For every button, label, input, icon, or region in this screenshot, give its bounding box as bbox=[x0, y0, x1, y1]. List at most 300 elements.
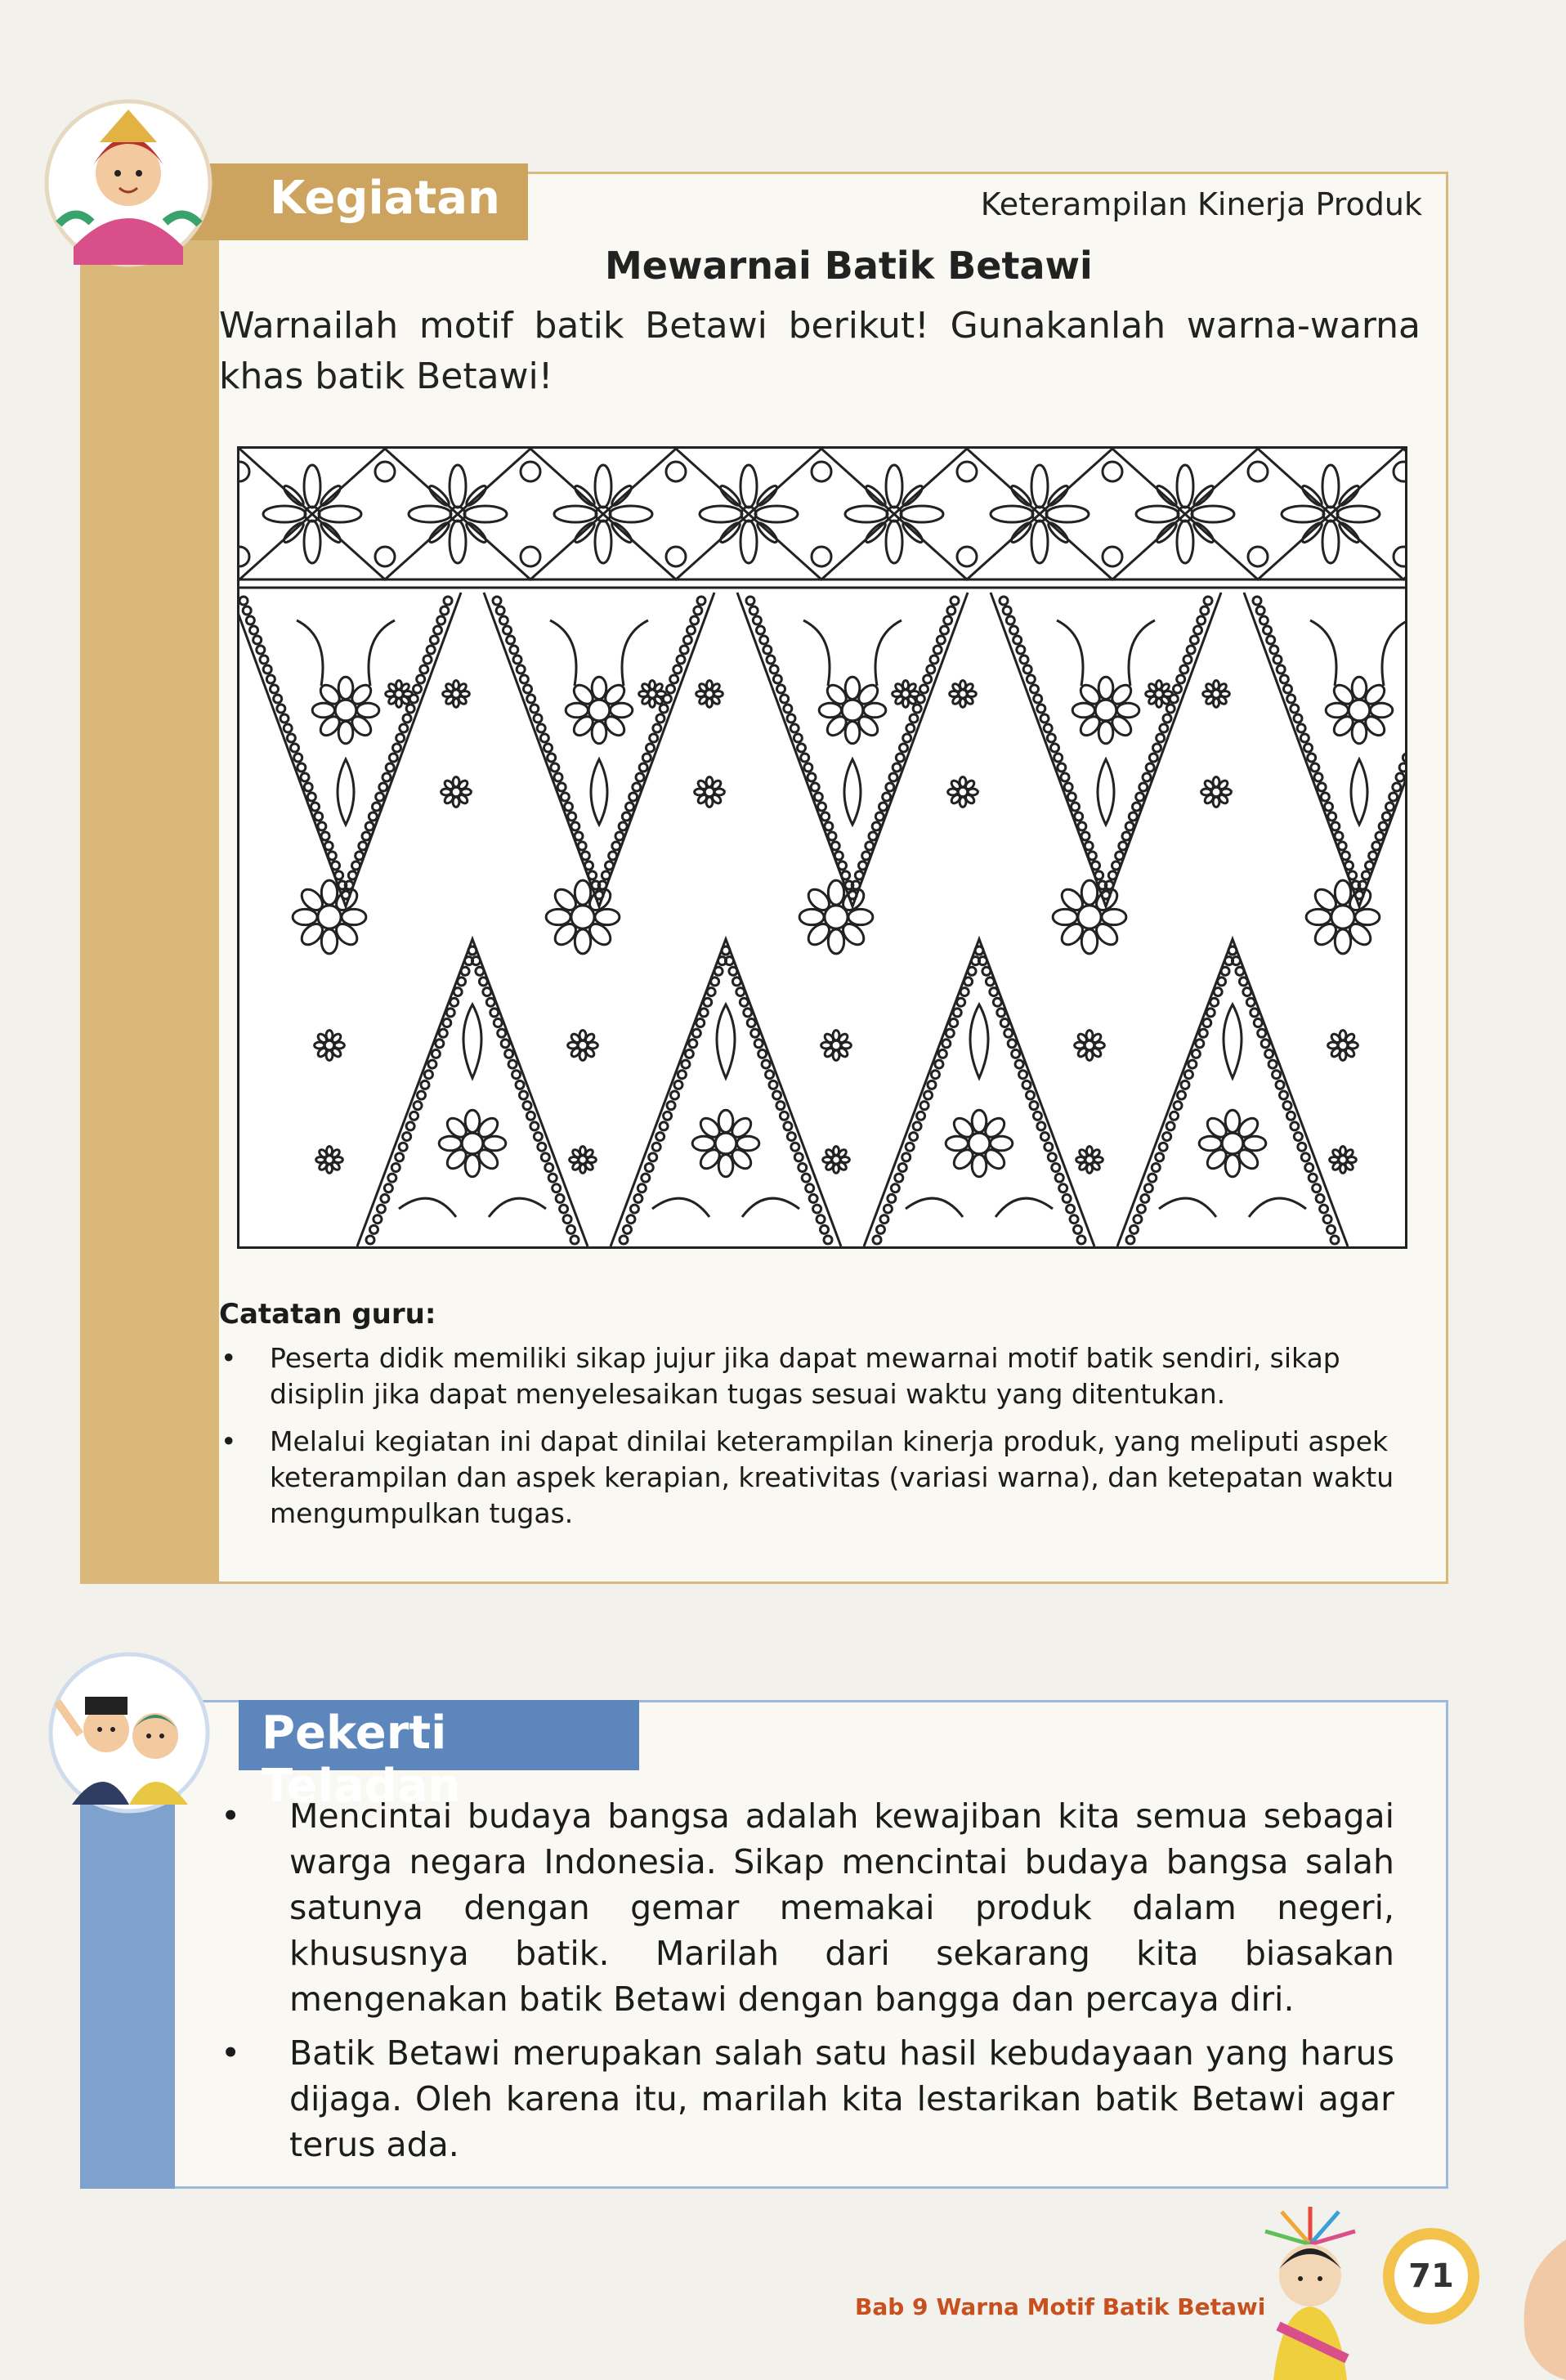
batik-line bbox=[239, 593, 461, 906]
batik-line bbox=[1297, 724, 1305, 732]
batik-line bbox=[389, 754, 397, 762]
batik-line bbox=[811, 783, 819, 791]
batik-line bbox=[321, 929, 337, 954]
batik-line bbox=[639, 763, 647, 772]
batik-line bbox=[1139, 783, 1148, 791]
batik-line bbox=[524, 685, 532, 693]
batik-line bbox=[463, 1004, 481, 1078]
batik-line bbox=[1008, 1040, 1016, 1048]
batik-line bbox=[1190, 636, 1198, 644]
batik-line bbox=[910, 714, 918, 722]
batik-line bbox=[335, 871, 343, 879]
batik-line bbox=[1328, 812, 1336, 821]
batik-line bbox=[647, 744, 655, 752]
batik-line bbox=[1134, 1215, 1142, 1224]
batik-line bbox=[553, 1184, 561, 1192]
batik-line bbox=[1031, 685, 1039, 693]
batik-line bbox=[424, 1071, 432, 1079]
batik-line bbox=[1130, 1225, 1138, 1233]
batik-line bbox=[1116, 852, 1124, 860]
batik-line bbox=[1067, 793, 1076, 801]
batik-line bbox=[685, 1049, 693, 1058]
batik-line bbox=[263, 665, 271, 673]
batik-line bbox=[1148, 1174, 1157, 1182]
batik-line bbox=[1355, 909, 1380, 924]
batik-line bbox=[1129, 620, 1155, 686]
batik-line bbox=[1318, 783, 1326, 791]
batik-line bbox=[1261, 1040, 1269, 1048]
batik-line bbox=[1103, 462, 1122, 481]
batik-line bbox=[427, 521, 452, 545]
batik-line bbox=[534, 1133, 542, 1141]
batik-line bbox=[1310, 620, 1336, 686]
batik-line bbox=[711, 978, 719, 986]
batik-line bbox=[406, 1122, 414, 1130]
batik-line bbox=[1251, 1009, 1259, 1017]
batik-line bbox=[875, 620, 902, 686]
batik-line bbox=[831, 842, 839, 850]
batik-line bbox=[1201, 606, 1209, 615]
batik-line bbox=[465, 1110, 480, 1132]
batik-line bbox=[479, 978, 487, 986]
batik-line bbox=[563, 1215, 571, 1224]
batik-line bbox=[612, 842, 620, 850]
batik-line bbox=[749, 606, 758, 615]
batik-line bbox=[636, 773, 644, 781]
batik-line bbox=[1163, 714, 1171, 722]
batik-line bbox=[798, 744, 806, 752]
batik-line bbox=[611, 939, 841, 1246]
batik-line bbox=[930, 655, 938, 664]
batik-line bbox=[530, 705, 539, 713]
batik-line bbox=[523, 1102, 531, 1110]
batik-line bbox=[626, 803, 634, 811]
batik-line bbox=[937, 636, 945, 644]
batik-line bbox=[432, 1049, 440, 1058]
batik-line bbox=[817, 1215, 825, 1224]
batik-line bbox=[791, 1143, 799, 1151]
batik-line bbox=[864, 521, 888, 545]
batik-line bbox=[1126, 1236, 1134, 1244]
batik-line bbox=[769, 1080, 777, 1089]
batik-line bbox=[1321, 793, 1329, 801]
batik-line bbox=[1260, 616, 1268, 624]
batik-line bbox=[671, 1091, 679, 1099]
batik-line bbox=[1034, 695, 1042, 703]
batik-line bbox=[503, 626, 512, 634]
batik-line bbox=[812, 547, 831, 566]
batik-line bbox=[691, 616, 699, 624]
batik-line bbox=[441, 606, 449, 615]
batik-line bbox=[1341, 852, 1349, 860]
batik-line bbox=[944, 616, 952, 624]
batik-line bbox=[1264, 626, 1272, 634]
batik-line bbox=[1152, 1164, 1160, 1172]
batik-line bbox=[1019, 1071, 1027, 1079]
batik-line bbox=[1314, 773, 1322, 781]
batik-line bbox=[770, 665, 778, 673]
batik-line bbox=[1369, 852, 1377, 860]
batik-line bbox=[972, 1155, 987, 1177]
batik-line bbox=[1244, 1136, 1266, 1151]
batik-line bbox=[257, 646, 265, 654]
batik-line bbox=[328, 852, 336, 860]
batik-line bbox=[845, 506, 888, 522]
batik-line bbox=[787, 714, 795, 722]
batik-line bbox=[1323, 1215, 1331, 1224]
batik-line bbox=[409, 506, 451, 522]
batik-line bbox=[928, 1080, 936, 1089]
batik-line bbox=[1256, 606, 1264, 615]
batik-line bbox=[664, 1112, 672, 1120]
batik-line bbox=[767, 655, 775, 664]
batik-line bbox=[374, 1215, 382, 1224]
batik-line bbox=[1180, 665, 1188, 673]
batik-line bbox=[1239, 978, 1247, 986]
batik-line bbox=[476, 967, 484, 975]
batik-line bbox=[1078, 822, 1086, 830]
batik-line bbox=[1092, 861, 1100, 870]
batik-line bbox=[875, 812, 884, 821]
batik-line bbox=[1248, 547, 1268, 566]
pekerti-tab bbox=[239, 1700, 639, 1813]
batik-line bbox=[1349, 871, 1357, 879]
batik-line bbox=[1301, 1153, 1309, 1161]
batik-line bbox=[1187, 646, 1195, 654]
teacher-note-item: • Melalui kegiatan ini dapat dinilai keterampilan kinerja produk, yang meliputi aspek keterampilan dan aspek kerapian, kreativitas (variasi warna), dan ketepatan waktu mengumpulkan tugas. bbox=[219, 1424, 1396, 1532]
batik-line bbox=[379, 783, 387, 791]
batik-line bbox=[352, 861, 360, 870]
batik-line bbox=[718, 1110, 733, 1132]
batik-line bbox=[813, 1205, 821, 1213]
batik-line bbox=[428, 1060, 436, 1068]
batik-line bbox=[434, 626, 442, 634]
batik-line bbox=[581, 852, 589, 860]
batik-line bbox=[1144, 1184, 1152, 1192]
batik-line bbox=[950, 1019, 958, 1027]
batik-line bbox=[609, 852, 617, 860]
batik-line bbox=[400, 724, 408, 732]
batik-line bbox=[1335, 929, 1350, 954]
batik-line bbox=[1300, 484, 1325, 508]
batik-line bbox=[1006, 616, 1014, 624]
page-number: 71 bbox=[1394, 2239, 1468, 2313]
batik-line bbox=[1273, 655, 1282, 664]
batik-line bbox=[414, 685, 422, 693]
batik-line bbox=[938, 1049, 946, 1058]
batik-line bbox=[610, 506, 652, 522]
batik-line bbox=[824, 1236, 832, 1244]
batik-line bbox=[1194, 626, 1202, 634]
batik-line bbox=[906, 1143, 914, 1151]
batik-line bbox=[652, 1143, 660, 1151]
batik-line bbox=[1155, 484, 1179, 508]
batik-line bbox=[512, 1071, 521, 1079]
batik-line bbox=[642, 1174, 650, 1182]
batik-line bbox=[1009, 521, 1034, 545]
batik-line bbox=[585, 861, 593, 870]
batik-coloring-pattern bbox=[237, 446, 1407, 1249]
batik-line bbox=[780, 1112, 788, 1120]
batik-line bbox=[754, 1040, 763, 1048]
batik-line bbox=[282, 484, 306, 508]
batik-line bbox=[554, 506, 597, 522]
batik-line bbox=[794, 734, 802, 742]
batik-line bbox=[1244, 593, 1405, 906]
batik-line bbox=[1174, 1102, 1182, 1110]
batik-line bbox=[1047, 734, 1055, 742]
batik-line bbox=[260, 655, 268, 664]
batik-line bbox=[568, 812, 576, 821]
batik-line bbox=[666, 547, 686, 566]
batik-line bbox=[517, 665, 525, 673]
batik-line bbox=[879, 803, 888, 811]
batik-line bbox=[697, 597, 705, 605]
batik-line bbox=[740, 521, 757, 563]
batik-line bbox=[410, 1112, 418, 1120]
batik-line bbox=[427, 646, 435, 654]
batik-line bbox=[496, 606, 504, 615]
batik-line bbox=[790, 724, 799, 732]
batik-line bbox=[592, 677, 606, 699]
batik-line bbox=[942, 1040, 951, 1048]
batik-line bbox=[1105, 881, 1113, 889]
batik-line bbox=[338, 759, 354, 825]
batik-line bbox=[653, 724, 661, 732]
batik-line bbox=[297, 620, 323, 686]
batik-line bbox=[403, 1133, 411, 1141]
batik-line bbox=[1389, 793, 1398, 801]
batik-line bbox=[1163, 1133, 1171, 1141]
batik-line bbox=[1196, 1040, 1204, 1048]
batik-line bbox=[901, 506, 943, 522]
batik-line bbox=[1183, 655, 1192, 664]
batik-line bbox=[443, 1019, 451, 1027]
batik-line bbox=[573, 484, 597, 508]
batik-line bbox=[1103, 547, 1122, 566]
batik-line bbox=[1335, 832, 1343, 840]
batik-line bbox=[828, 929, 843, 954]
batik-line bbox=[760, 636, 768, 644]
batik-line bbox=[461, 967, 469, 975]
batik-line bbox=[1394, 462, 1405, 481]
batik-line bbox=[399, 1198, 456, 1217]
batik-line bbox=[1218, 978, 1226, 986]
batik-line bbox=[575, 880, 590, 905]
batik-line bbox=[359, 842, 367, 850]
batik-line bbox=[799, 1164, 807, 1172]
batik-line bbox=[1326, 703, 1348, 718]
batik-line bbox=[1046, 506, 1089, 522]
batik-line bbox=[1108, 871, 1116, 879]
batik-line bbox=[1298, 1143, 1306, 1151]
batik-line bbox=[520, 675, 528, 683]
batik-line bbox=[465, 1155, 480, 1177]
batik-line bbox=[1000, 597, 1008, 605]
batik-line bbox=[595, 909, 620, 924]
batik-line bbox=[338, 677, 353, 699]
batik-line bbox=[828, 832, 836, 840]
batik-line bbox=[799, 909, 824, 924]
batik-line bbox=[1020, 655, 1028, 664]
batik-line bbox=[1031, 465, 1048, 508]
batik-line bbox=[678, 1071, 686, 1079]
batik-line bbox=[602, 871, 610, 879]
batik-line bbox=[1067, 1205, 1075, 1213]
batik-line bbox=[629, 793, 638, 801]
batik-line bbox=[692, 1136, 714, 1151]
batik-line bbox=[319, 506, 361, 522]
pekerti-mascot-illustration bbox=[47, 1644, 211, 1816]
batik-line bbox=[520, 1091, 528, 1099]
batik-line bbox=[763, 646, 772, 654]
batik-line bbox=[356, 852, 364, 860]
batik-line bbox=[1003, 606, 1011, 615]
batik-line bbox=[876, 1225, 884, 1233]
batik-line bbox=[893, 763, 901, 772]
batik-line bbox=[1072, 703, 1094, 718]
batik-line bbox=[1085, 842, 1093, 850]
batik-line bbox=[444, 597, 452, 605]
batik-line bbox=[913, 1122, 921, 1130]
batik-line bbox=[946, 1029, 954, 1037]
batik-line bbox=[718, 1155, 733, 1177]
batik-line bbox=[598, 881, 606, 889]
batik-line bbox=[1393, 783, 1401, 791]
batik-line bbox=[667, 685, 675, 693]
batik-line bbox=[650, 734, 658, 742]
batik-line bbox=[957, 547, 977, 566]
batik-line bbox=[1258, 1029, 1266, 1037]
batik-line bbox=[595, 521, 611, 563]
batik-line bbox=[1117, 939, 1348, 1246]
batik-line bbox=[895, 1174, 903, 1182]
batik-line bbox=[906, 724, 915, 732]
batik-line bbox=[825, 822, 833, 830]
batik-line bbox=[862, 852, 870, 860]
batik-line bbox=[1372, 842, 1380, 850]
batik-line bbox=[1313, 1184, 1321, 1192]
batik-line bbox=[332, 861, 340, 870]
batik-line bbox=[414, 1102, 422, 1110]
batik-line bbox=[872, 822, 880, 830]
batik-line bbox=[1311, 763, 1319, 772]
batik-line bbox=[886, 783, 894, 791]
batik-line bbox=[1276, 1080, 1284, 1089]
batik-line bbox=[900, 744, 908, 752]
batik-line bbox=[1058, 763, 1066, 772]
batik-line bbox=[660, 705, 668, 713]
batik-line bbox=[689, 1040, 697, 1048]
batik-line bbox=[896, 754, 904, 762]
batik-line bbox=[883, 793, 891, 801]
batik-line bbox=[301, 773, 309, 781]
batik-line bbox=[1188, 1060, 1197, 1068]
batik-line bbox=[1040, 449, 1185, 579]
batik-line bbox=[991, 593, 1221, 906]
batik-line bbox=[656, 1133, 664, 1141]
batik-line bbox=[1305, 1164, 1313, 1172]
batik-line bbox=[1022, 1080, 1031, 1089]
batik-line bbox=[622, 812, 630, 821]
batik-line bbox=[1122, 832, 1130, 840]
batik-line bbox=[1325, 803, 1333, 811]
batik-line bbox=[776, 1102, 785, 1110]
batik-line bbox=[388, 1174, 396, 1182]
batik-line bbox=[575, 929, 590, 954]
batik-line bbox=[1206, 1009, 1215, 1017]
batik-line bbox=[556, 1194, 564, 1202]
batik-line bbox=[1000, 1019, 1009, 1027]
batik-line bbox=[1185, 449, 1331, 579]
batik-line bbox=[1070, 1215, 1078, 1224]
batik-line bbox=[740, 465, 757, 508]
batik-line bbox=[898, 1164, 906, 1172]
batik-line bbox=[1371, 703, 1393, 718]
batik-line bbox=[1010, 626, 1018, 634]
footer-chapter-number: Bab 9 bbox=[855, 2293, 928, 2320]
batik-line bbox=[490, 1009, 499, 1017]
batik-line bbox=[845, 677, 860, 699]
batik-line bbox=[1013, 636, 1022, 644]
batik-line bbox=[315, 812, 323, 821]
batik-line bbox=[634, 1194, 642, 1202]
batik-line bbox=[620, 1236, 628, 1244]
batik-line bbox=[578, 842, 586, 850]
batik-line bbox=[1386, 803, 1394, 811]
batik-line bbox=[373, 803, 381, 811]
batik-line bbox=[1157, 734, 1165, 742]
batik-line bbox=[266, 675, 275, 683]
pekerti-item: • Mencintai budaya bangsa adalah kewajiban kita semua sebagai warga negara Indonesia. Sikap mencintai budaya bangsa salah satunya dengan gemar memakai produk dalam negeri, khususnya batik. Marilah dari sekarang kita biasakan mengenakan batik Betawi dengan bangga dan percaya diri. bbox=[216, 1793, 1394, 2022]
batik-line bbox=[537, 724, 545, 732]
batik-line bbox=[737, 593, 968, 906]
batik-line bbox=[304, 521, 320, 563]
batik-line bbox=[1174, 685, 1182, 693]
batik-line bbox=[801, 754, 809, 762]
batik-line bbox=[630, 1205, 638, 1213]
batik-line bbox=[794, 1153, 803, 1161]
batik-line bbox=[1382, 812, 1390, 821]
batik-line bbox=[338, 722, 353, 744]
pekerti-item: • Batik Betawi merupakan salah satu hasil kebudayaan yang harus dijaga. Oleh karena itu, marilah kita lestarikan batik Betawi agar terus ada. bbox=[216, 2030, 1394, 2168]
batik-line bbox=[544, 744, 553, 752]
batik-line bbox=[1081, 880, 1097, 905]
batik-line bbox=[362, 832, 370, 840]
batik-line bbox=[375, 462, 395, 481]
batik-line bbox=[1178, 1091, 1186, 1099]
batik-line bbox=[718, 521, 743, 545]
batik-line bbox=[1199, 1136, 1221, 1151]
batik-line bbox=[446, 1009, 454, 1017]
batik-line bbox=[1136, 793, 1144, 801]
footer-chapter-title: Warna Motif Batik Betawi bbox=[936, 2293, 1266, 2320]
batik-line bbox=[486, 998, 494, 1006]
batik-line bbox=[986, 978, 994, 986]
batik-line bbox=[427, 484, 452, 508]
batik-line bbox=[611, 703, 633, 718]
batik-line bbox=[714, 967, 723, 975]
batik-line bbox=[304, 783, 312, 791]
batik-line bbox=[541, 1153, 549, 1161]
batik-line bbox=[1177, 521, 1193, 563]
batik-line bbox=[1053, 909, 1077, 924]
batik-line bbox=[802, 1174, 810, 1182]
batik-line bbox=[812, 462, 831, 481]
batik-line bbox=[1265, 1049, 1273, 1058]
batik-line bbox=[920, 685, 928, 693]
batik-line bbox=[623, 1225, 631, 1233]
